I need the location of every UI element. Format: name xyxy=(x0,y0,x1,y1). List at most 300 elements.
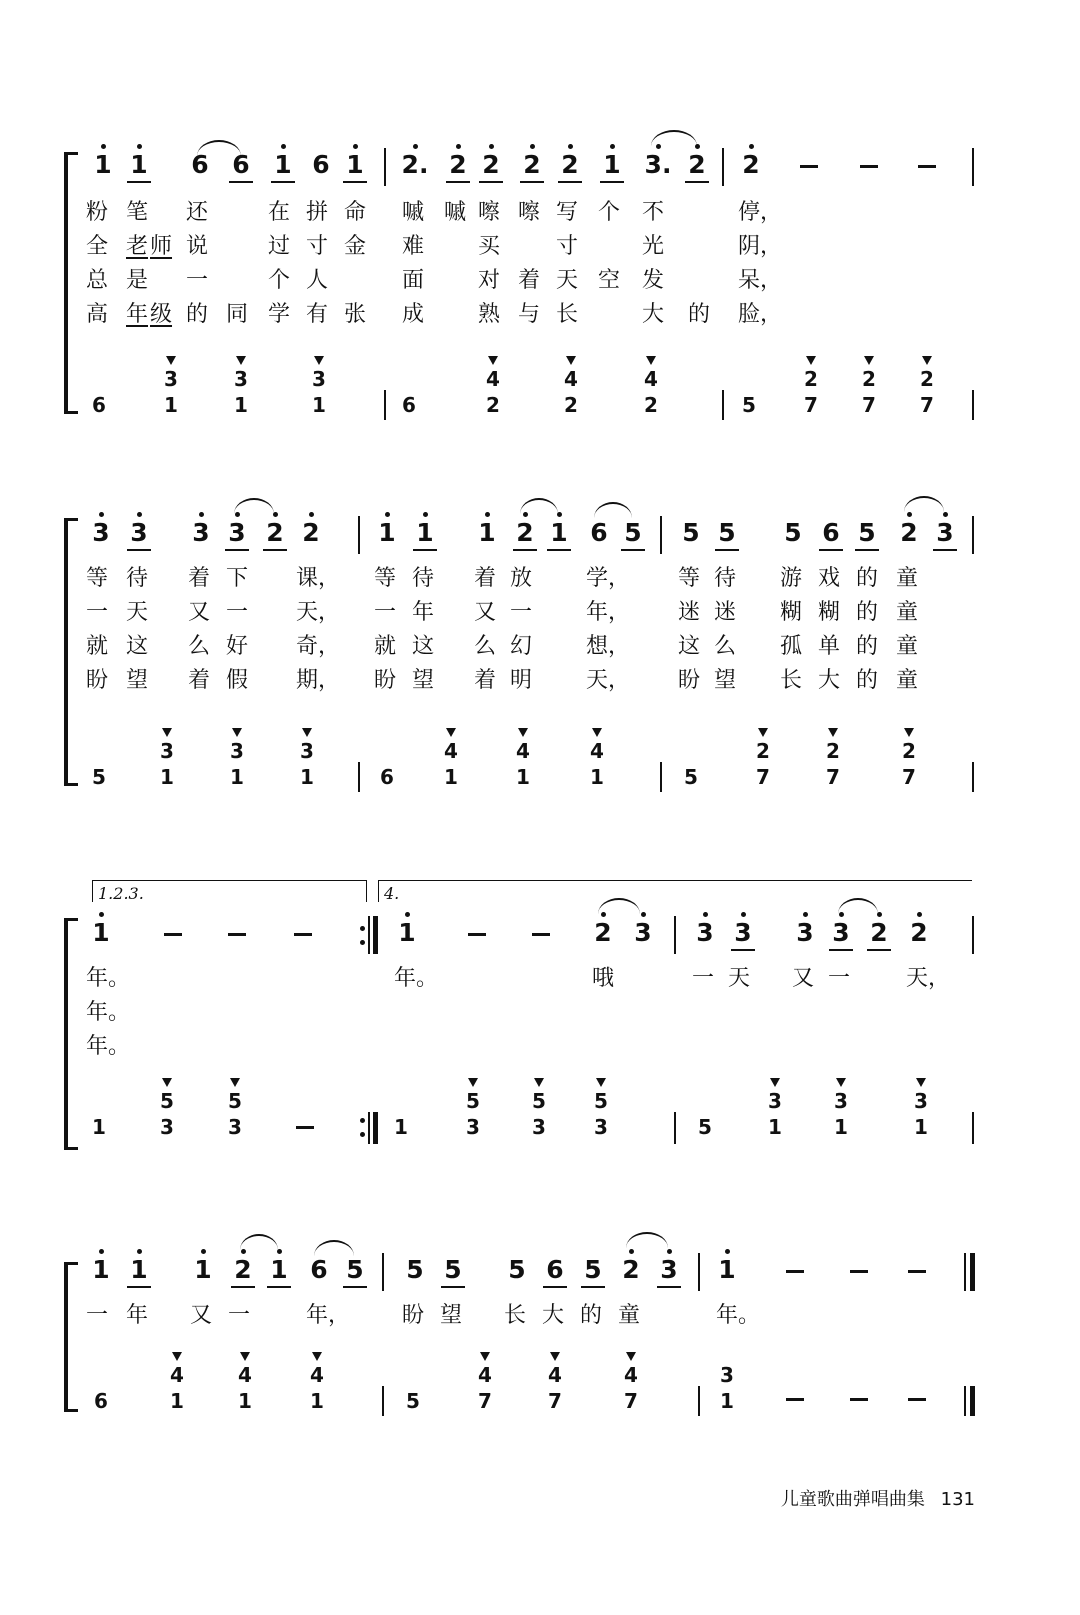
lyric-char: 买 xyxy=(478,234,501,259)
barline xyxy=(382,1386,384,1416)
bass-note: 4 xyxy=(444,739,458,763)
note: 1 xyxy=(597,150,627,180)
note: 3 xyxy=(728,918,758,948)
bass-note: 1 xyxy=(230,765,244,789)
bass-note: 3 xyxy=(160,739,174,763)
repeat-dot xyxy=(360,1118,365,1123)
lyric-char: 着 xyxy=(518,268,541,293)
lyric-char: 就 xyxy=(374,634,397,659)
bass-note: 2 xyxy=(756,739,770,763)
lyric-char: 全 xyxy=(86,234,109,259)
lyric-char: 一 xyxy=(510,600,533,625)
lyric-char: 拼 xyxy=(306,200,329,225)
note: 2 xyxy=(228,1255,258,1285)
lyric-char: 期， xyxy=(296,668,341,693)
lyric-char: 年。 xyxy=(86,1034,131,1059)
dash xyxy=(164,933,182,936)
brace-hook-bottom xyxy=(64,1147,78,1150)
lyric-char: 年。 xyxy=(716,1303,761,1328)
lyric-char: 一 xyxy=(228,1303,251,1328)
lyric-char: 年 xyxy=(126,1303,149,1328)
dash xyxy=(908,1270,926,1273)
brace-hook-top xyxy=(64,918,78,921)
barline xyxy=(972,516,974,554)
page-footer xyxy=(781,1485,975,1511)
lyric-char: 又 xyxy=(188,600,211,625)
note: 5 xyxy=(852,518,882,548)
slur xyxy=(838,898,878,914)
brace-hook-top xyxy=(64,518,78,521)
lyric-char: 一 xyxy=(86,1303,109,1328)
lyric-char: 张 xyxy=(344,302,367,327)
dash xyxy=(786,1270,804,1273)
note: 3 xyxy=(690,918,720,948)
dash xyxy=(296,1126,314,1129)
accent-mark xyxy=(566,356,576,365)
bass-note: 4 xyxy=(170,1363,184,1387)
slur xyxy=(520,498,558,514)
note: 2 xyxy=(736,150,766,180)
volta-first-end xyxy=(366,880,367,902)
lyric-char: 望 xyxy=(126,668,149,693)
lyric-char: 阴， xyxy=(738,234,783,259)
note: 5 xyxy=(682,518,700,547)
lyric-char: 望 xyxy=(714,668,737,693)
lyric-char: 长 xyxy=(504,1303,527,1328)
lyric-char: 好 xyxy=(226,634,249,659)
bass-note: 3 xyxy=(914,1089,928,1113)
bass-note: 3 xyxy=(532,1115,546,1139)
note: 3 xyxy=(654,1255,684,1285)
bass-note: 7 xyxy=(478,1389,492,1413)
accent-mark xyxy=(518,728,528,737)
slur xyxy=(904,496,944,512)
slur xyxy=(594,502,632,518)
lyric-char: 说 xyxy=(186,234,209,259)
slur xyxy=(626,1232,668,1248)
bass-note: 2 xyxy=(902,739,916,763)
lyric-char: 的 xyxy=(856,668,879,693)
lyric-char: 又 xyxy=(792,966,815,991)
bass-note: 2 xyxy=(862,367,876,391)
bass-note: 2 xyxy=(826,739,840,763)
bass-note: 6 xyxy=(94,1389,108,1413)
lyric-char: 童 xyxy=(896,668,919,693)
note: 3 xyxy=(222,518,252,548)
lyric-char: 等 xyxy=(374,566,397,591)
lyric-char: 的 xyxy=(580,1303,603,1328)
lyric-char: 人 xyxy=(306,268,329,293)
lyric-char: 等 xyxy=(86,566,109,591)
accent-mark xyxy=(236,356,246,365)
lyric-char: 童 xyxy=(896,600,919,625)
lyric-char: 还 xyxy=(186,200,209,225)
note: 2 xyxy=(864,918,894,948)
note: 1 xyxy=(472,518,502,548)
note: 2 xyxy=(260,518,290,548)
lyric-char: 等 xyxy=(678,566,701,591)
bass-note: 1 xyxy=(312,393,326,417)
lyric-char: 粉 xyxy=(86,200,109,225)
lyric-char: 在 xyxy=(268,200,291,225)
bass-note: 4 xyxy=(516,739,530,763)
lyric-char: 总 xyxy=(86,268,109,293)
lyric-char: 高 xyxy=(86,302,109,327)
lyric-char: 老 xyxy=(126,234,149,259)
accent-mark xyxy=(230,1078,240,1087)
slur xyxy=(598,898,640,914)
slur xyxy=(197,140,241,156)
accent-mark xyxy=(592,728,602,737)
dash xyxy=(532,933,550,936)
accent-mark xyxy=(916,1078,926,1087)
bass-note: 6 xyxy=(92,393,106,417)
lyric-char: 着 xyxy=(188,668,211,693)
barline xyxy=(382,1253,384,1291)
lyric-char: 迷 xyxy=(714,600,737,625)
barline xyxy=(722,148,724,186)
lyric-char: 盼 xyxy=(374,668,397,693)
lyric-char: 又 xyxy=(190,1303,213,1328)
lyric-char: 游 xyxy=(780,566,803,591)
barline xyxy=(384,148,386,186)
accent-mark xyxy=(646,356,656,365)
lyric-char: 光 xyxy=(642,234,665,259)
note: 5 xyxy=(712,518,742,548)
lyric-char: 想， xyxy=(586,634,631,659)
lyric-char: 童 xyxy=(618,1303,641,1328)
lyric-char: 年 xyxy=(126,302,149,327)
lyric-char: 待 xyxy=(412,566,435,591)
note: 6 xyxy=(226,150,256,180)
bass-note: 4 xyxy=(548,1363,562,1387)
note: 5 xyxy=(578,1255,608,1285)
accent-mark xyxy=(468,1078,478,1087)
lyric-char: 奇， xyxy=(296,634,341,659)
bass-note: 5 xyxy=(594,1089,608,1113)
bass-note: 1 xyxy=(914,1115,928,1139)
lyric-char: 过 xyxy=(268,234,291,259)
note: 3 xyxy=(86,518,116,548)
bass-note: 5 xyxy=(160,1089,174,1113)
slur xyxy=(651,130,697,146)
bass-note: 3 xyxy=(160,1115,174,1139)
volta-second-line xyxy=(378,880,972,881)
accent-mark xyxy=(922,356,932,365)
lyric-char: 成 xyxy=(402,302,425,327)
dash xyxy=(918,165,936,168)
dash xyxy=(294,933,312,936)
note: 2 xyxy=(296,518,326,548)
note: 2. xyxy=(400,150,430,180)
repeat-dot xyxy=(360,926,365,931)
bass-note: 6 xyxy=(380,765,394,789)
accent-mark xyxy=(626,1352,636,1361)
bass-note: 4 xyxy=(486,367,500,391)
lyric-char: 着 xyxy=(474,566,497,591)
note: 3 xyxy=(628,918,658,948)
lyric-char: 发 xyxy=(642,268,665,293)
lyric-char: 有 xyxy=(306,302,329,327)
lyric-char: 长 xyxy=(556,302,579,327)
bass-note: 3 xyxy=(466,1115,480,1139)
bass-note: 1 xyxy=(164,393,178,417)
note: 5 xyxy=(508,1255,526,1284)
lyric-char: 年。 xyxy=(86,1000,131,1025)
barline xyxy=(674,1112,676,1144)
bass-note: 1 xyxy=(444,765,458,789)
accent-mark xyxy=(312,1352,322,1361)
bass-note: 2 xyxy=(804,367,818,391)
volta-first-label: 1.2.3. xyxy=(98,884,144,903)
accent-mark xyxy=(480,1352,490,1361)
note: 2 xyxy=(555,150,585,180)
accent-mark xyxy=(770,1078,780,1087)
repeat-dot xyxy=(360,940,365,945)
note: 1 xyxy=(392,918,422,948)
lyric-char: 年， xyxy=(586,600,631,625)
lyric-char: 待 xyxy=(126,566,149,591)
bass-note: 3 xyxy=(768,1089,782,1113)
lyric-char: 望 xyxy=(412,668,435,693)
note: 6 xyxy=(816,518,846,548)
lyric-char: 大 xyxy=(542,1303,565,1328)
lyric-char: 个 xyxy=(268,268,291,293)
lyric-char: 嘁 xyxy=(444,200,467,225)
accent-mark xyxy=(806,356,816,365)
lyric-char: 就 xyxy=(86,634,109,659)
lyric-char: 天 xyxy=(728,966,751,991)
lyric-char: 的 xyxy=(856,566,879,591)
brace-hook-top xyxy=(64,1262,78,1265)
note: 1 xyxy=(372,518,402,548)
dash xyxy=(786,1398,804,1401)
bass-note: 4 xyxy=(238,1363,252,1387)
lyric-char: 对 xyxy=(478,268,501,293)
lyric-char: 这 xyxy=(678,634,701,659)
note: 1 xyxy=(544,518,574,548)
note: 3. xyxy=(643,150,673,180)
final-barline-thick xyxy=(970,1253,975,1291)
lyric-char: 天 xyxy=(126,600,149,625)
lyric-char: 么 xyxy=(188,634,211,659)
barline xyxy=(972,390,974,420)
lyric-char: 着 xyxy=(474,668,497,693)
bass-note: 4 xyxy=(590,739,604,763)
volta-second-bracket xyxy=(378,880,379,902)
note: 1 xyxy=(264,1255,294,1285)
lyric-char: 师 xyxy=(150,234,173,259)
accent-mark xyxy=(314,356,324,365)
bass-note: 4 xyxy=(478,1363,492,1387)
lyric-char: 年。 xyxy=(394,966,439,991)
final-barline-thin xyxy=(964,1253,966,1291)
note: 1 xyxy=(124,1255,154,1285)
note: 5 xyxy=(618,518,648,548)
lyric-char: 幻 xyxy=(510,634,533,659)
bass-note: 3 xyxy=(230,739,244,763)
dash xyxy=(850,1398,868,1401)
barline xyxy=(972,1112,974,1144)
note: 1 xyxy=(268,150,298,180)
bass-note: 1 xyxy=(238,1389,252,1413)
bass-note: 1 xyxy=(768,1115,782,1139)
bass-note: 3 xyxy=(312,367,326,391)
note: 2 xyxy=(517,150,547,180)
lyric-char: 一 xyxy=(828,966,851,991)
bass-note: 2 xyxy=(564,393,578,417)
lyric-char: 明 xyxy=(510,668,533,693)
lyric-char: 大 xyxy=(642,302,665,327)
note: 2 xyxy=(682,150,712,180)
accent-mark xyxy=(836,1078,846,1087)
bass-note: 1 xyxy=(516,765,530,789)
lyric-char: 一 xyxy=(86,600,109,625)
lyric-char: 糊 xyxy=(818,600,841,625)
note: 1 xyxy=(410,518,440,548)
note: 6 xyxy=(312,150,330,179)
lyric-char: 级 xyxy=(150,302,173,327)
note: 5 xyxy=(438,1255,468,1285)
bass-note: 5 xyxy=(228,1089,242,1113)
lyric-char: 长 xyxy=(780,668,803,693)
bass-note: 2 xyxy=(920,367,934,391)
bass-note: 3 xyxy=(164,367,178,391)
bass-note: 1 xyxy=(834,1115,848,1139)
lyric-char: 着 xyxy=(188,566,211,591)
lyric-char: 熟 xyxy=(478,302,501,327)
bass-note: 5 xyxy=(742,393,756,417)
barline xyxy=(972,916,974,954)
accent-mark xyxy=(240,1352,250,1361)
final-barline-thin xyxy=(964,1386,966,1416)
lyric-char: 年， xyxy=(306,1303,351,1328)
bass-note: 7 xyxy=(624,1389,638,1413)
bass-note: 5 xyxy=(684,765,698,789)
note: 2 xyxy=(510,518,540,548)
accent-mark xyxy=(488,356,498,365)
note: 3 xyxy=(186,518,216,548)
lyric-char: 待 xyxy=(714,566,737,591)
barline xyxy=(660,762,662,792)
lyric-char: 同 xyxy=(226,302,249,327)
system-brace xyxy=(64,518,68,786)
system-brace xyxy=(64,918,68,1150)
lyric-char: 空 xyxy=(598,268,621,293)
note: 2 xyxy=(476,150,506,180)
dash xyxy=(908,1398,926,1401)
note: 1 xyxy=(86,1255,116,1285)
dash xyxy=(800,165,818,168)
volta-first-line xyxy=(92,880,366,881)
lyric-char: 孤 xyxy=(780,634,803,659)
lyric-char: 学 xyxy=(268,302,291,327)
lyric-char: 一 xyxy=(692,966,715,991)
lyric-char: 盼 xyxy=(402,1303,425,1328)
bass-note: 5 xyxy=(532,1089,546,1113)
lyric-char: 么 xyxy=(714,634,737,659)
note: 1 xyxy=(124,150,154,180)
lyric-char: 金 xyxy=(344,234,367,259)
bass-note: 1 xyxy=(590,765,604,789)
note: 6 xyxy=(590,518,608,547)
bass-note: 5 xyxy=(466,1089,480,1113)
accent-mark xyxy=(446,728,456,737)
bass-note: 1 xyxy=(92,1115,106,1139)
slur xyxy=(240,1234,278,1250)
note: 6 xyxy=(191,150,209,179)
lyric-char: 嚓 xyxy=(518,200,541,225)
lyric-char: 单 xyxy=(818,634,841,659)
barline xyxy=(384,390,386,420)
bass-note: 3 xyxy=(834,1089,848,1113)
bass-note: 4 xyxy=(564,367,578,391)
lyric-char: 盼 xyxy=(678,668,701,693)
lyric-char: 课， xyxy=(296,566,341,591)
accent-mark xyxy=(166,356,176,365)
brace-hook-bottom xyxy=(64,411,78,414)
lyric-char: 的 xyxy=(688,302,711,327)
lyric-char: 脸， xyxy=(738,302,783,327)
repeat-dot xyxy=(360,1132,365,1137)
bass-note: 3 xyxy=(228,1115,242,1139)
note: 1 xyxy=(340,150,370,180)
note: 3 xyxy=(826,918,856,948)
note: 5 xyxy=(340,1255,370,1285)
lyric-char: 笔 xyxy=(126,200,149,225)
accent-mark xyxy=(162,728,172,737)
accent-mark xyxy=(596,1078,606,1087)
lyric-char: 面 xyxy=(402,268,425,293)
lyric-char: 难 xyxy=(402,234,425,259)
slur xyxy=(234,498,274,514)
bass-note: 5 xyxy=(698,1115,712,1139)
bass-note: 7 xyxy=(548,1389,562,1413)
note: 1 xyxy=(88,150,118,180)
note: 3 xyxy=(124,518,154,548)
barline xyxy=(674,916,676,954)
bass-note: 3 xyxy=(300,739,314,763)
lyric-char: 呆， xyxy=(738,268,783,293)
bass-note: 7 xyxy=(804,393,818,417)
lyric-char: 一 xyxy=(226,600,249,625)
accent-mark xyxy=(534,1078,544,1087)
dash xyxy=(860,165,878,168)
accent-mark xyxy=(828,728,838,737)
note: 5 xyxy=(406,1255,424,1284)
system-brace xyxy=(64,152,68,414)
slur xyxy=(314,1240,354,1256)
dash xyxy=(228,933,246,936)
lyric-char: 童 xyxy=(896,634,919,659)
book-title: 儿童歌曲弹唱曲集 xyxy=(780,1489,925,1510)
barline xyxy=(660,516,662,554)
bass-note: 7 xyxy=(826,765,840,789)
lyric-char: 童 xyxy=(896,566,919,591)
lyric-char: 的 xyxy=(856,600,879,625)
bass-note: 3 xyxy=(594,1115,608,1139)
note: 6 xyxy=(310,1255,328,1284)
bass-note: 1 xyxy=(160,765,174,789)
lyric-char: 寸 xyxy=(306,234,329,259)
bass-note: 1 xyxy=(170,1389,184,1413)
lyric-char: 的 xyxy=(186,302,209,327)
note: 2 xyxy=(588,918,618,948)
bass-note: 4 xyxy=(644,367,658,391)
lyric-char: 天， xyxy=(296,600,341,625)
volta-first-bracket xyxy=(92,880,93,902)
bass-note: 1 xyxy=(720,1389,734,1413)
